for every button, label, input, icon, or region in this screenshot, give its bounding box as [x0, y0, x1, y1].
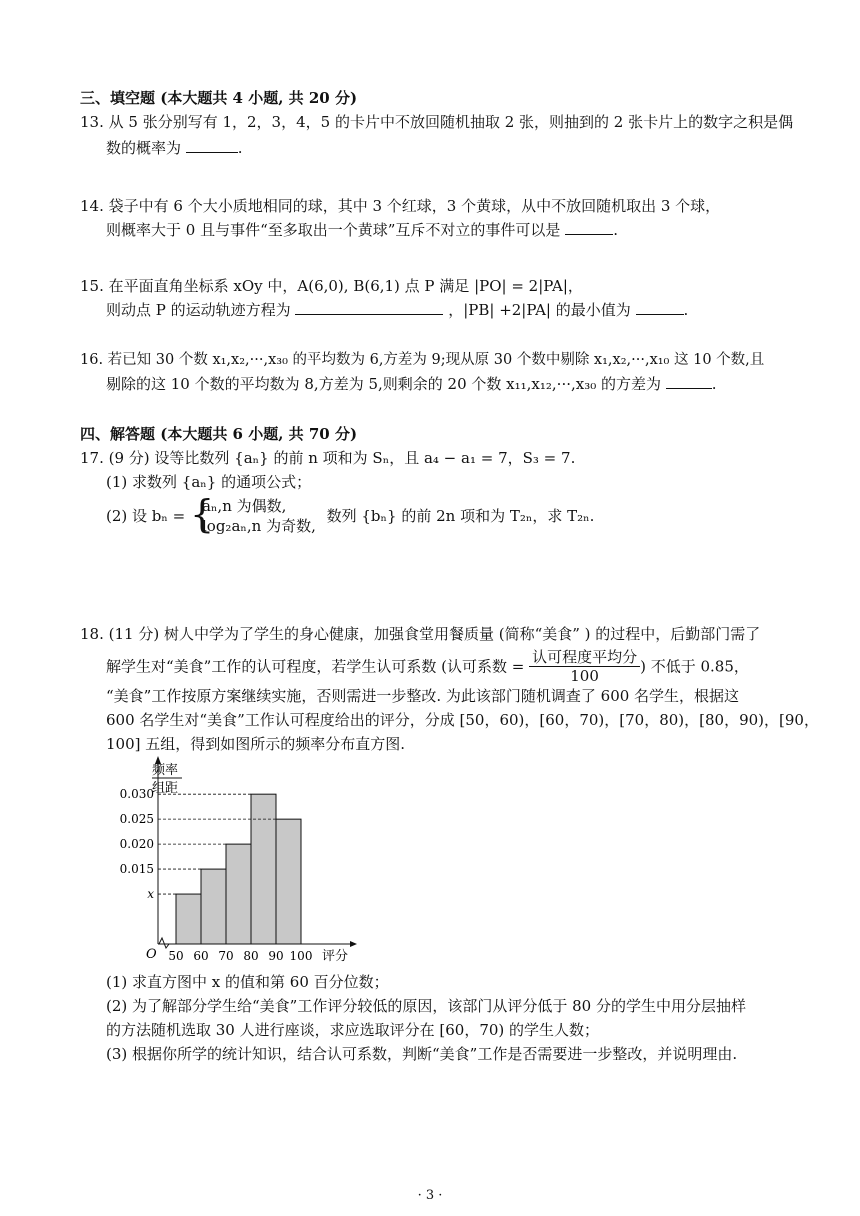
- q16-line1: 16. 若已知 30 个数 x₁,x₂,···,x₃₀ 的平均数为 6,方差为 9;现从原 30 个数中剔除 x₁,x₂,···,x₁₀ 这 10 个数,且: [80, 352, 765, 368]
- y-tick-label: 0.015: [119, 862, 154, 877]
- x-tick-label: 80: [243, 949, 259, 963]
- q15-text-a: 则动点 P 的运动轨迹方程为: [106, 301, 291, 319]
- q18-line2: [106, 648, 749, 684]
- q17-part2-prefix: (2) 设 bₙ =: [106, 507, 186, 525]
- q15-line1: 15. 在平面直角坐标系 xOy 中，A(6,0), B(6,1) 点 P 满足 |PO| = 2|PA|，: [80, 277, 583, 295]
- y-axis-label-top: 频率: [152, 763, 179, 778]
- y-tick-label: 0.030: [119, 787, 154, 802]
- q13-line2: [106, 138, 243, 158]
- y-tick-label: 0.025: [119, 812, 154, 827]
- section3-heading: 三、填空题 (本大题共 4 小题, 共 20 分): [80, 89, 358, 107]
- origin-label: O: [146, 947, 157, 962]
- coefficient-fraction: [529, 648, 640, 685]
- q16-line2: [106, 374, 717, 394]
- q15-line2: [106, 300, 688, 320]
- q18-sub2b: 的方法随机选取 30 人进行座谈，求应选取评分在 [60，70) 的学生人数；: [106, 1021, 600, 1039]
- fraction-numerator: 认可程度平均分: [529, 648, 640, 667]
- x-axis-label: 评分: [322, 949, 349, 964]
- q14-blank: [565, 220, 613, 235]
- q14-text: 则概率大于 0 且与事件“至多取出一个黄球”互斥不对立的事件可以是: [106, 221, 561, 239]
- q15-blank-1: [295, 300, 443, 315]
- histogram-bar: [276, 819, 301, 944]
- q13-blank: [186, 138, 238, 153]
- x-tick-label: 70: [218, 949, 234, 963]
- piecewise-brace: {: [190, 492, 215, 536]
- q18-line2-b: ) 不低于 0.85，: [640, 657, 749, 676]
- q18-line5: 100] 五组，得到如图所示的频率分布直方图.: [106, 735, 406, 753]
- q17-line1: 17. (9 分) 设等比数列 {aₙ} 的前 n 项和为 Sₙ，且 a₄ − a₁ = 7，S₃ = 7.: [80, 449, 576, 467]
- axis-break: [159, 938, 169, 948]
- q17-part2: [106, 492, 595, 542]
- q13-text: 数的概率为: [106, 139, 182, 157]
- q14-line2: [106, 220, 618, 240]
- q14-end: .: [613, 221, 618, 239]
- q18-line1: 18. (11 分) 树人中学为了学生的身心健康，加强食堂用餐质量 (简称“美食” ) 的过程中，后勤部门需了: [80, 625, 761, 643]
- fraction-denominator: 100: [570, 667, 599, 685]
- q15-text-b: ，|PB| +2|PA| 的最小值为: [448, 301, 631, 319]
- q16-blank: [666, 374, 712, 389]
- q18-line3: “美食”工作按原方案继续实施，否则需进一步整改. 为此该部门随机调查了 600 名学生，根据这: [106, 687, 740, 705]
- histogram-bar: [251, 794, 276, 944]
- q17-piecewise: [190, 492, 316, 536]
- q15-end: .: [683, 301, 689, 319]
- q14-line1: 14. 袋子中有 6 个大小质地相同的球，其中 3 个红球，3 个黄球，从中不放回随机取出 3 个球，: [80, 197, 721, 215]
- histogram-bar: [176, 894, 201, 944]
- x-tick-label: 60: [193, 949, 209, 963]
- q16-end: .: [711, 375, 717, 393]
- q18-line2-a: 解学生对“美食”工作的认可程度，若学生认可系数 (认可系数 =: [106, 657, 525, 676]
- q13-line1: 13. 从 5 张分别写有 1，2，3，4，5 的卡片中不放回随机抽取 2 张，则抽到的 2 张卡片上的数字之积是偶: [80, 113, 794, 131]
- q17-part2-suffix: 数列 {bₙ} 的前 2n 项和为 T₂ₙ，求 T₂ₙ.: [326, 507, 595, 525]
- q16-text: 剔除的这 10 个数的平均数为 8,方差为 5,则剩余的 20 个数 x₁₁,x₁₂,···,x₃₀ 的方差为: [106, 375, 662, 393]
- x-tick-label: 50: [168, 949, 184, 963]
- q18-sub3: (3) 根据你所学的统计知识，结合认可系数，判断“美食”工作是否需要进一步整改，并说明理由.: [106, 1045, 738, 1063]
- histogram-bar: [201, 869, 226, 944]
- q13-end: .: [237, 139, 243, 157]
- q15-blank-2: [636, 300, 684, 315]
- case-even: aₙ,n 为偶数,: [202, 497, 287, 515]
- q18-line4: 600 名学生对“美食”工作认可程度给出的评分，分成 [50，60)，[60，70)，[70，80)，[80，90)，[90，: [106, 711, 819, 729]
- y-tick-label: 0.020: [119, 837, 154, 852]
- frequency-histogram: [100, 756, 370, 968]
- section4-heading: 四、解答题 (本大题共 6 小题, 共 70 分): [80, 425, 358, 443]
- case-odd: log₂aₙ,n 为奇数,: [202, 517, 316, 535]
- y-tick-label: x: [147, 887, 154, 902]
- q17-part1: (1) 求数列 {aₙ} 的通项公式；: [106, 473, 312, 491]
- y-axis-label-bottom: 组距: [152, 781, 179, 796]
- q18-sub1: (1) 求直方图中 x 的值和第 60 百分位数；: [106, 973, 389, 991]
- q18-sub2a: (2) 为了解部分学生给“美食”工作评分较低的原因，该部门从评分低于 80 分的学生中用分层抽样: [106, 997, 746, 1015]
- x-tick-label: 90: [268, 949, 284, 963]
- page-number: · 3 ·: [417, 1188, 443, 1203]
- histogram-bar: [226, 844, 251, 944]
- x-axis-arrow: [350, 941, 357, 947]
- x-tick-label: 100: [289, 949, 313, 963]
